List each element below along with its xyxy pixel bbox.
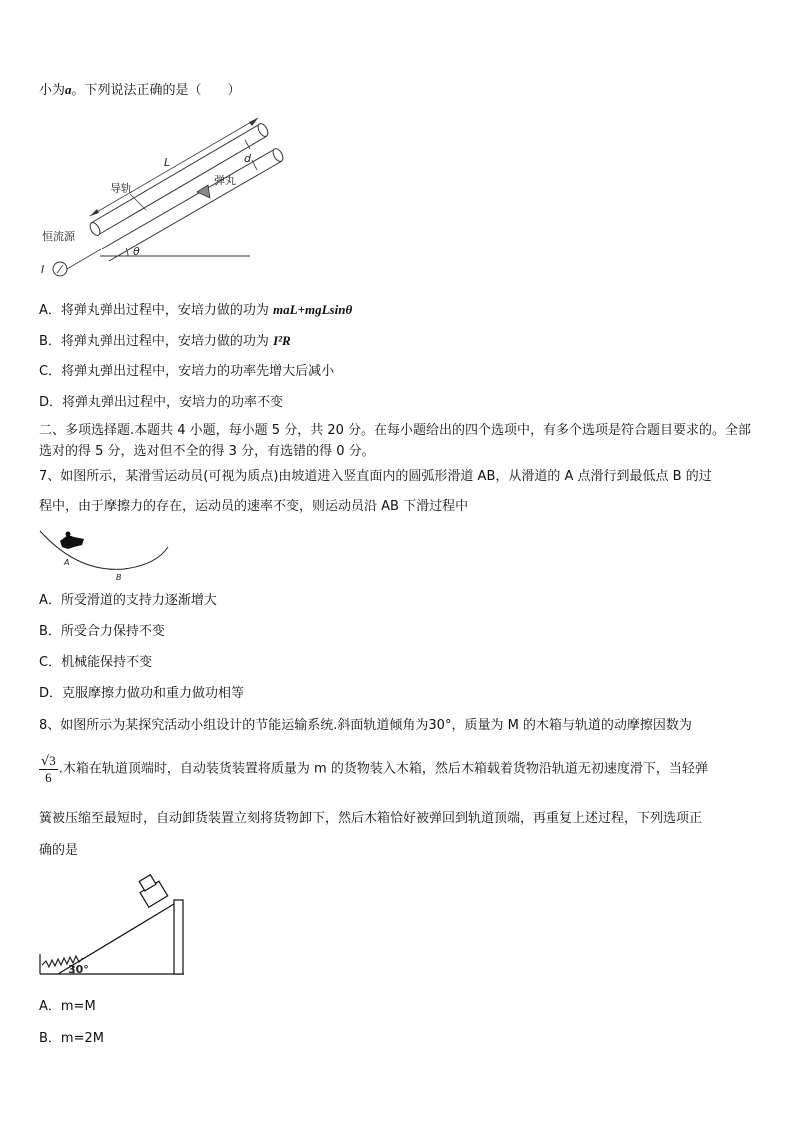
rail-lower-end [271, 147, 285, 163]
q7-option-c: C．机械能保持不变 [39, 655, 153, 670]
label-rail: 导轨 [110, 182, 132, 195]
label-L: L [164, 156, 171, 169]
q8-option-a: A．m=M [39, 999, 96, 1014]
q6-option-b: B．将弹丸弹出过程中，安培力做的功为 I²R [39, 333, 291, 349]
projectile-shape [197, 185, 210, 198]
skier-icon [60, 535, 84, 549]
formula-work-b: I²R [273, 333, 291, 348]
q8-stem-line3: 簧被压缩至最短时，自动卸货装置立刻将货物卸下，然后木箱恰好被弹回到轨道顶端，再重复上述过程，下列选项正 [39, 811, 703, 826]
q8-stem-line1: 8、如图所示为某探究活动小组设计的节能运输系统.斜面轨道倾角为30°，质量为 M 的木箱与轨道的动摩擦因数为 [39, 718, 692, 733]
q8-stem-line2: $\frac{√3}{6}$ .木箱在轨道顶端时，自动装货装置将质量为 m 的货物装入木箱，然后木箱载着货物沿轨道无初速度滑下，当轻弹 [41, 753, 708, 785]
arc-track [40, 531, 168, 569]
label-source: 恒流源 [42, 230, 75, 243]
label-point-B: B [116, 573, 122, 582]
rail-pointer [130, 194, 146, 210]
label-d: d [244, 152, 251, 165]
q7-stem-line2: 程中，由于摩擦力的存在，运动员的速率不变，则运动员沿 AB 下滑过程中 [39, 499, 469, 514]
box [135, 873, 168, 907]
d-tick-2 [252, 160, 257, 170]
angle-arc [126, 248, 128, 256]
var-a: a [65, 82, 72, 97]
L-dimension-line [90, 118, 258, 216]
q6-option-a: A．将弹丸弹出过程中，安培力做的功为 maL+mgLsinθ [39, 302, 353, 318]
formula-work-a: maL+mgLsinθ [273, 302, 353, 317]
rail-upper-start [88, 221, 102, 237]
q7-option-d: D．克服摩擦力做功和重力做功相等 [39, 686, 245, 701]
source-wire [67, 249, 101, 269]
q7-option-b: B．所受合力保持不变 [39, 624, 165, 639]
section2-instructions: 二、多项选择题.本题共 4 小题，每小题 5 分，共 20 分。在每小题给出的四个选项中，有多个选项是符合题目要求的。全部选对的得 5 分，选对但不全的得 3 分，有选错的得 0 分。 [39, 423, 752, 459]
label-theta: θ [133, 245, 140, 258]
question-stem-tail: 小为a。下列说法正确的是（ ） [39, 82, 241, 98]
label-point-A: A [64, 558, 70, 567]
skier-head [66, 532, 71, 537]
q8-stem-line4: 确的是 [39, 843, 79, 858]
q8-option-b: B．m=2M [39, 1031, 104, 1046]
q7-option-a: A．所受滑道的支持力逐渐增大 [39, 593, 217, 608]
q6-option-c: C．将弹丸弹出过程中，安培力的功率先增大后减小 [39, 364, 335, 379]
q7-stem-line1: 7、如图所示，某滑雪运动员(可视为质点)由坡道进入竖直面内的圆弧形滑道 AB，从滑道的 A 点滑行到最低点 B 的过 [39, 469, 712, 484]
rail-upper-end [256, 122, 270, 138]
q6-option-d: D．将弹丸弹出过程中，安培力的功率不变 [39, 395, 284, 410]
incline-wall [174, 900, 183, 974]
incline-figure [38, 870, 188, 980]
ski-track-figure [38, 525, 178, 587]
label-projectile: 弹丸 [214, 174, 236, 187]
label-angle-30: 30° [68, 963, 89, 976]
label-current: I [41, 263, 45, 276]
L-arrow-end [249, 118, 258, 126]
friction-fraction: $\frac{√3}{6}$ [41, 753, 56, 785]
L-arrow-start [90, 209, 99, 216]
sqrt-symbol: √ [41, 754, 50, 769]
railgun-figure [38, 110, 268, 288]
